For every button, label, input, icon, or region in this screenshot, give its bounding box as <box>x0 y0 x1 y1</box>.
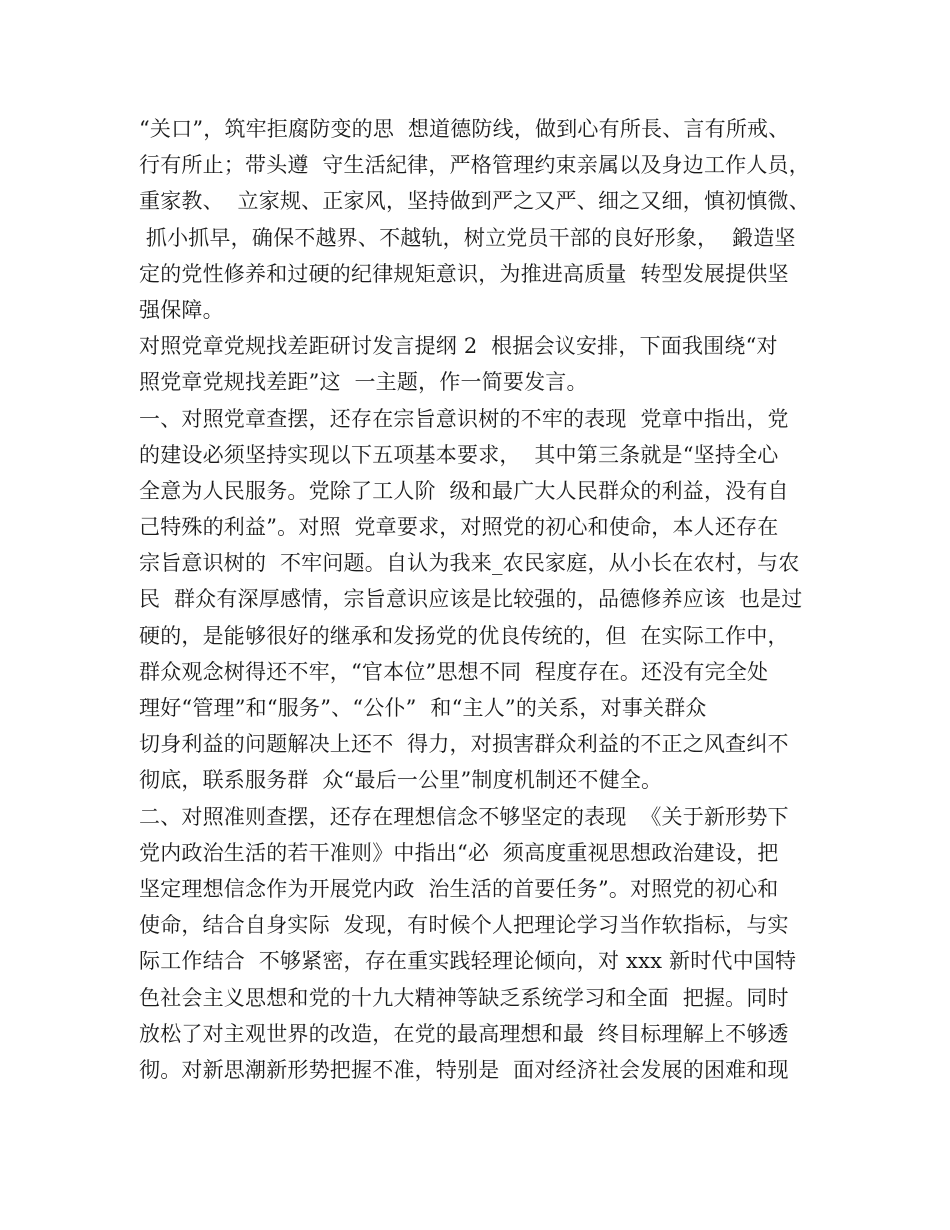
text-line-4: 抓小抓早，确保不越界、不越轨，树立党员干部的良好形象， 鍛造坚 <box>139 225 796 250</box>
text-line-6: 强保障。 <box>139 297 224 322</box>
text-line-2: 行有所止；带头遵 守生活紀律，严格管理约束亲属以及身边工作人员， <box>139 153 810 178</box>
text-line-24: 际工作结合 不够紧密，存在重实践轻理论倾向，对 xxx 新时代中国特 <box>139 949 797 974</box>
text-line-3: 重家教、 立家规、正家风，坚持做到严之又严、细之又细，慎初慎微、 <box>139 189 810 214</box>
text-line-25: 色社会主义思想和党的十九大精神等缺乏系统学习和全面 把握。同时 <box>139 985 789 1010</box>
text-line-17: 理好“管理”和“服务”、“公仆” 和“主人”的关系，对事关群众 <box>139 696 707 720</box>
text-line-8: 照党章党规找差距”这 一主题，作一简要发言。 <box>139 370 588 395</box>
text-line-27: 彻。对新思潮新形势把握不准，特别是 面对经济社会发展的困难和现 <box>139 1057 789 1082</box>
text-line-5: 定的党性修养和过硬的纪律规矩意识，为推进高质量 转型发展提供坚 <box>139 261 789 286</box>
text-line-14: 民 群众有深厚感情，宗旨意识应该是比较强的，品德修养应该 也是过 <box>139 587 803 612</box>
text-line-9: 一、对照党章查摆，还存在宗旨意识树的不牢的表现 党章中指出，党 <box>139 406 789 431</box>
text-line-10: 的建设必须坚持实现以下五项基本要求， 其中第三条就是“坚持全心 <box>139 442 779 467</box>
text-line-12: 己特殊的利益”。对照 党章要求，对照党的初心和使命，本人还存在 <box>139 515 779 540</box>
text-line-21: 党内政治生活的若干准则》中指出“必 须高度重视思想政治建设，把 <box>139 840 779 865</box>
body-text <box>139 111 819 1088</box>
text-line-1: “关口”，筑牢拒腐防变的思 想道德防线，做到心有所長、言有所戒、 <box>139 117 790 141</box>
text-line-7: 对照党章党规找差距研讨发言提纲 2 根据会议安排，下面我围绕“对 <box>139 334 778 359</box>
text-line-19: 彻底，联系服务群 众“最后一公里”制度机制还不健全。 <box>139 768 663 793</box>
text-line-18: 切身利益的问题解决上还不 得力，对损害群众利益的不正之风查纠不 <box>139 732 789 757</box>
text-line-13: 宗旨意识树的 不牢问题。自认为我来_农民家庭，从小长在农村，与农 <box>139 551 800 576</box>
text-line-16: 群众观念树得还不牢，“官本位”思想不同 程度存在。还没有完全处 <box>139 659 769 684</box>
text-line-15: 硬的，是能够很好的继承和发扬党的优良传统的，但 在实际工作中， <box>139 623 789 648</box>
text-line-11: 全意为人民服务。党除了工人阶 级和最广大人民群众的利益，没有自 <box>139 478 789 503</box>
text-line-26: 放松了对主观世界的改造，在党的最高理想和最 终目标理解上不够透 <box>139 1021 789 1046</box>
text-line-20: 二、对照准则查摆，还存在理想信念不够坚定的表现 《关于新形势下 <box>139 804 789 829</box>
text-line-23: 使命，结合自身实际 发现，有时候个人把理论学习当作软指标，与实 <box>139 913 789 938</box>
text-line-22: 坚定理想信念作为开展党内政 治生活的首要任务”。对照党的初心和 <box>139 876 779 901</box>
